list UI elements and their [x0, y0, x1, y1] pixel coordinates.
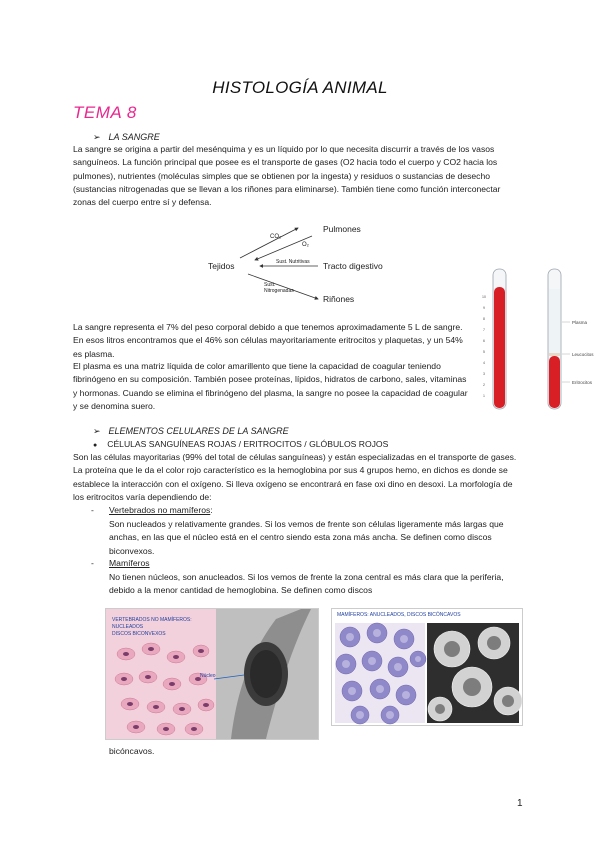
test-tubes-illustration — [478, 265, 600, 415]
tube-label-eritrocitos: Eritrocitos — [572, 380, 593, 385]
transport-diagram — [200, 222, 410, 310]
eritrocitos-paragraph: Son las células mayoritarias (99% del total de células sanguíneas) y están especializadas en el transporte de gases. La proteína que le da el color rojo característico es la hemoglobina por sus 4 grupos hemo, en dichos es donde se establece la interacción con el oxígeno. Si lleva oxígeno se encontrará en fase oxi dino en desoxi. La morfología de los eritrocitos varía dependiendo de: — [73, 452, 517, 502]
intro-paragraph: La sangre se origina a partir del mesénquima y es un líquido por lo que necesita discurrir a través de los vasos sanguíneos. La función principal que posee es el transporte de gases (O2 hacia todo el cuerpo y CO2 hacia los pulmones), nutrientes (moléculas simples que se obtienen por la ingesta) y residuos o sustancias de desecho (sustancias nitrogenadas que se llevan a los riñones para eliminarse). También tiene como función interconectar zonas del cuerpo entre sí y defensa. — [73, 144, 501, 208]
tube-1-scale-9: 9 — [483, 306, 485, 310]
tube-2-buffy-coat — [549, 353, 560, 356]
label-nitro-2: Nitrogenadas — [264, 288, 294, 294]
list-label: Vertebrados no mamíferos: — [109, 505, 213, 515]
tube-1-scale-3: 3 — [483, 372, 485, 376]
plasma-paragraph-1: La sangre representa el 7% del peso corporal debido a que tenemos aproximadamente 5 L de sangre. En esos litros encontramos que el 46% son células mayoritariamente eritrocitos y plaquetas, y un 54% es plasma. — [73, 322, 463, 359]
bullet-icon: ● — [93, 442, 98, 449]
list-dash: - — [91, 505, 94, 515]
page-number: 1 — [517, 798, 523, 809]
tema-heading: TEMA 8 — [73, 103, 137, 122]
list-label: Mamíferos — [109, 558, 150, 568]
plasma-paragraph-2: El plasma es una matriz líquida de color amarillento que tiene la capacidad de coagular teniendo fibrinógeno en su composición. También posee proteínas, lípidos, hidratos de carbono, sales, vitaminas y hormonas. Cuando se elimina el fibrinógeno del plasma, la sangre no posee la capacidad de coagular y se denomina suero. — [73, 361, 468, 411]
tube-label-leucocitos: Leucocitos — [572, 352, 594, 357]
tube-1-scale-4: 4 — [483, 361, 485, 365]
tube-1-scale-5: 5 — [483, 350, 485, 354]
arrow-icon: ➢ — [93, 132, 101, 142]
nitrogen-arrow — [248, 274, 318, 299]
photo-left-caption-2: NUCLEADOS — [112, 624, 144, 630]
label-nutrientes: Sust. Nutritivas — [276, 259, 310, 265]
photo-left-caption-1: VERTEBRADOS NO MAMÍFEROS: — [112, 617, 192, 623]
list-text: No tienen núcleos, son anucleados. Si los vemos de frente la zona central es más clara que la periferia, debido a la menor cantidad de hemoglobina. Se definen como discos — [109, 572, 504, 596]
tube-2-plasma — [549, 289, 560, 353]
section-heading-label: LA SANGRE — [108, 132, 160, 142]
page-title: HISTOLOGÍA ANIMAL — [212, 78, 388, 97]
label-pulmones: Pulmones — [323, 224, 361, 234]
tube-1-scale-6: 6 — [483, 339, 485, 343]
label-o2: O₂ — [302, 242, 309, 248]
section-heading-sangre — [93, 132, 160, 143]
tube-1-scale-8: 8 — [483, 317, 485, 321]
tube-1-scale-7: 7 — [483, 328, 485, 332]
label-tracto: Tracto digestivo — [323, 261, 383, 271]
tube-2-erythrocytes — [549, 356, 560, 408]
list-text: Son nucleados y relativamente grandes. Si los vemos de frente son células ligeramente más largas que anchas, en las que el núcleo está en el centro siendo esta zona más ancha. Se definen como discos biconvexos. — [109, 519, 504, 556]
label-rinones: Riñones — [323, 294, 355, 304]
o2-arrow — [255, 236, 312, 260]
label-nitro-1: Sust. — [264, 282, 276, 288]
tube-1-blood — [494, 287, 505, 408]
tube-label-plasma: Plasma — [572, 320, 588, 325]
tube-1-scale-1: 1 — [483, 394, 485, 398]
photo-non-mammal-erythrocytes — [105, 608, 319, 740]
co2-arrow — [240, 228, 298, 258]
photo-right-caption: MAMÍFEROS: ANUCLEADOS, DISCOS BICÓNCAVOS — [337, 612, 461, 618]
list-dash: - — [91, 558, 94, 568]
photo-mammal-erythrocytes — [331, 608, 523, 726]
photo-left-nucleo-label: Núcleo — [200, 673, 216, 679]
section-heading-label: ELEMENTOS CELULARES DE LA SANGRE — [108, 426, 289, 436]
trailing-word: bicóncavos. — [109, 746, 155, 756]
bullet-eritrocitos — [93, 439, 388, 449]
arrow-icon: ➢ — [93, 426, 101, 436]
photo-left-caption-3: DISCOS BICONVEXOS — [112, 631, 166, 637]
label-co2: CO₂ — [270, 234, 282, 240]
bullet-label: CÉLULAS SANGUÍNEAS ROJAS / ERITROCITOS / GLÓBULOS ROJOS — [107, 439, 389, 449]
section-heading-elementos — [93, 426, 289, 437]
mammal-cells-image — [332, 609, 522, 725]
tube-1-scale-10: 10 — [482, 295, 486, 299]
tube-1-scale-2: 2 — [483, 383, 485, 387]
label-tejidos: Tejidos — [208, 261, 235, 271]
